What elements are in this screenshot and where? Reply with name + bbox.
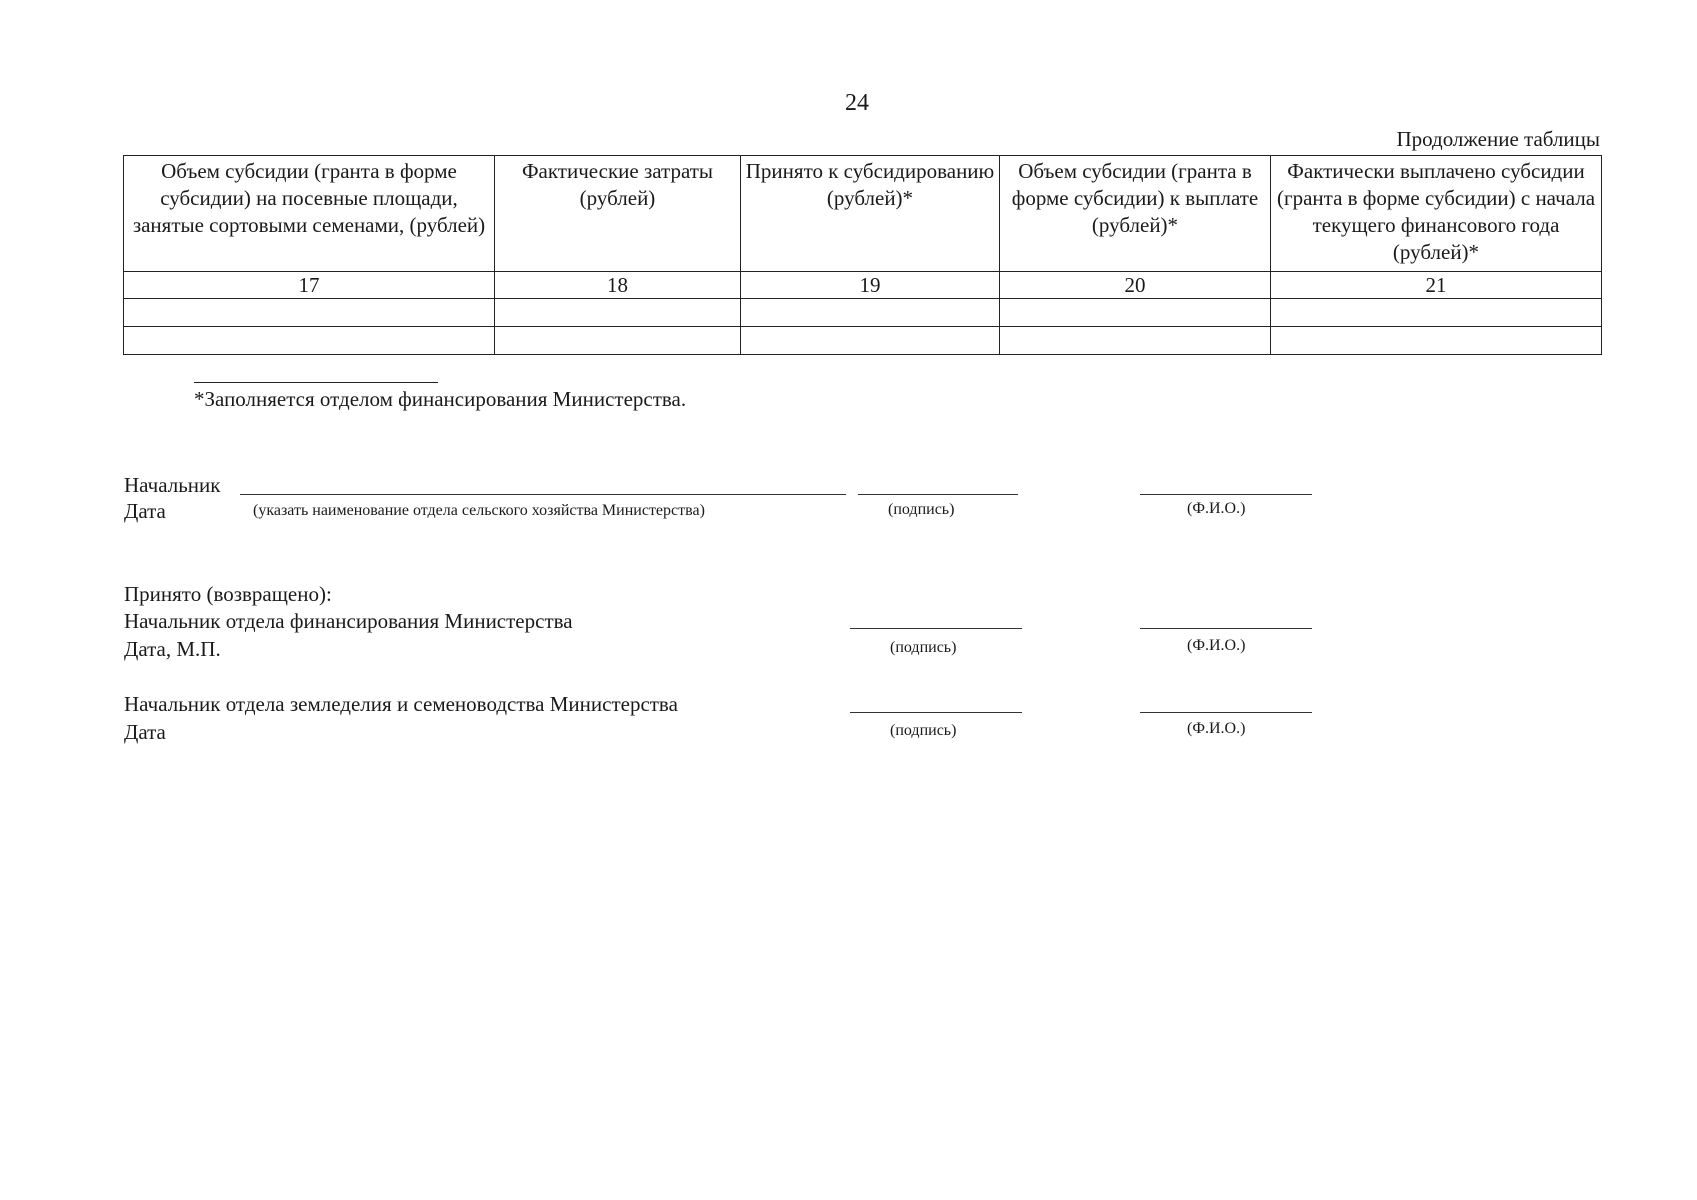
block3-date-label: Дата: [124, 720, 166, 744]
block3-name-caption: (Ф.И.О.): [1187, 720, 1246, 737]
table-cell: [741, 299, 1000, 327]
table-cell: [495, 327, 741, 355]
column-number: 20: [1000, 272, 1271, 299]
block1-department-caption: (указать наименование отдела сельского хозяйства Министерства): [253, 502, 705, 519]
table-row: [124, 299, 1602, 327]
block1-date-label: Дата: [124, 499, 166, 523]
block1-signature-line: [858, 494, 1018, 495]
column-number: 19: [741, 272, 1000, 299]
header-paid: Фактически выплачено субсидии (гранта в форме субсидии) с начала текущего финансового года (рублей)*: [1271, 156, 1602, 272]
header-subsidy-volume: Объем субсидии (гранта в форме субсидии) на посевные площади, занятые сортовыми семенами, (рублей): [124, 156, 495, 272]
block1-name-caption: (Ф.И.О.): [1187, 500, 1246, 517]
page-number: 24: [845, 90, 869, 116]
footnote: *Заполняется отделом финансирования Министерства.: [194, 387, 687, 411]
table-cell: [124, 327, 495, 355]
block2-date-label: Дата, М.П.: [124, 637, 221, 661]
table-cell: [741, 327, 1000, 355]
column-number: 21: [1271, 272, 1602, 299]
column-number: 17: [124, 272, 495, 299]
header-accepted: Принято к субсидированию (рублей)*: [741, 156, 1000, 272]
block3-name-line: [1140, 712, 1312, 713]
table-cell: [1271, 327, 1602, 355]
table-cell: [495, 299, 741, 327]
block3-signature-caption: (подпись): [890, 722, 957, 739]
subsidy-table: [123, 155, 1602, 355]
column-number: 18: [495, 272, 741, 299]
table-header-row: [124, 156, 1602, 272]
block3-signature-line: [850, 712, 1022, 713]
table-row: [124, 327, 1602, 355]
block2-signature-caption: (подпись): [890, 639, 957, 656]
block1-department-line: [240, 494, 846, 495]
block1-title: Начальник: [124, 473, 221, 497]
block3-title: Начальник отдела земледелия и семеноводства Министерства: [124, 692, 678, 716]
block2-name-caption: (Ф.И.О.): [1187, 637, 1246, 654]
continuation-label: Продолжение таблицы: [1396, 127, 1600, 151]
footnote-rule: [194, 382, 438, 383]
block2-accepted-label: Принято (возвращено):: [124, 582, 332, 606]
header-actual-costs: Фактические затраты (рублей): [495, 156, 741, 272]
column-number-row: [124, 272, 1602, 299]
table-cell: [1000, 299, 1271, 327]
table-cell: [1271, 299, 1602, 327]
header-payable: Объем субсидии (гранта в форме субсидии) к выплате (рублей)*: [1000, 156, 1271, 272]
block2-title: Начальник отдела финансирования Министерства: [124, 609, 573, 633]
table-cell: [1000, 327, 1271, 355]
block2-signature-line: [850, 628, 1022, 629]
block1-signature-caption: (подпись): [888, 501, 955, 518]
block1-name-line: [1140, 494, 1312, 495]
block2-name-line: [1140, 628, 1312, 629]
table-cell: [124, 299, 495, 327]
